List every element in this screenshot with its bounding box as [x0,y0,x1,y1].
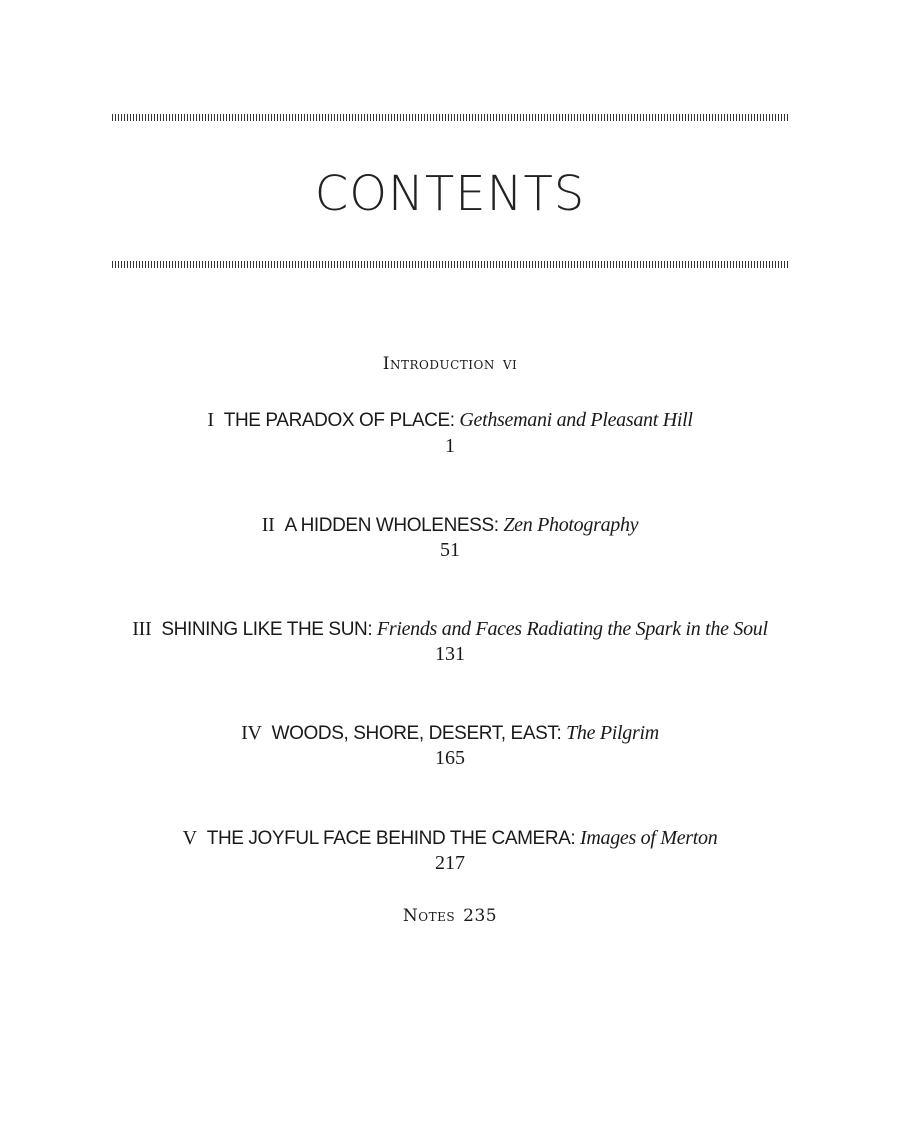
chapter-heading: A HIDDEN WHOLENESS: [284,515,499,536]
bottom-decorative-rule [112,261,788,268]
introduction-page-number: vi [502,354,518,374]
chapter-heading: THE JOYFUL FACE BEHIND THE CAMERA: [206,828,576,849]
chapter-heading: THE PARADOX OF PLACE: [223,410,455,431]
page-title: CONTENTS [314,166,586,222]
chapter-subtitle: Friends and Faces Radiating the Spark in the Soul [376,618,768,640]
toc-entry-notes[interactable] [0,906,900,926]
introduction-label: Introduction [382,354,495,374]
toc-entry-introduction[interactable] [0,354,900,374]
chapter-4-page-number: 165 [435,747,465,769]
chapter-heading: SHINING LIKE THE SUN: [161,619,373,640]
chapter-subtitle: Images of Merton [580,827,718,849]
chapter-number: III [132,618,152,640]
chapter-number: II [261,514,275,536]
chapter-number: IV [241,722,262,744]
chapter-subtitle: Gethsemani and Pleasant Hill [459,409,693,431]
top-decorative-rule [112,114,788,121]
chapter-1-page-number: 1 [445,435,455,457]
notes-page-number: 235 [463,906,498,926]
toc-entry-chapter-4[interactable] [0,720,900,747]
chapter-3-page-number: 131 [435,643,465,665]
notes-label: Notes [402,906,456,926]
chapter-number: V [182,827,197,849]
chapter-heading: WOODS, SHORE, DESERT, EAST: [271,723,562,744]
chapter-subtitle: The Pilgrim [566,722,659,744]
chapter-5-page-number: 217 [435,852,465,874]
toc-entry-chapter-2[interactable] [0,512,900,539]
toc-entry-chapter-3[interactable] [0,616,900,643]
chapter-subtitle: Zen Photography [503,514,639,536]
toc-entry-chapter-5[interactable] [0,825,900,852]
toc-entry-chapter-1[interactable] [0,407,900,434]
chapter-number: I [207,409,214,431]
chapter-2-page-number: 51 [440,539,460,561]
